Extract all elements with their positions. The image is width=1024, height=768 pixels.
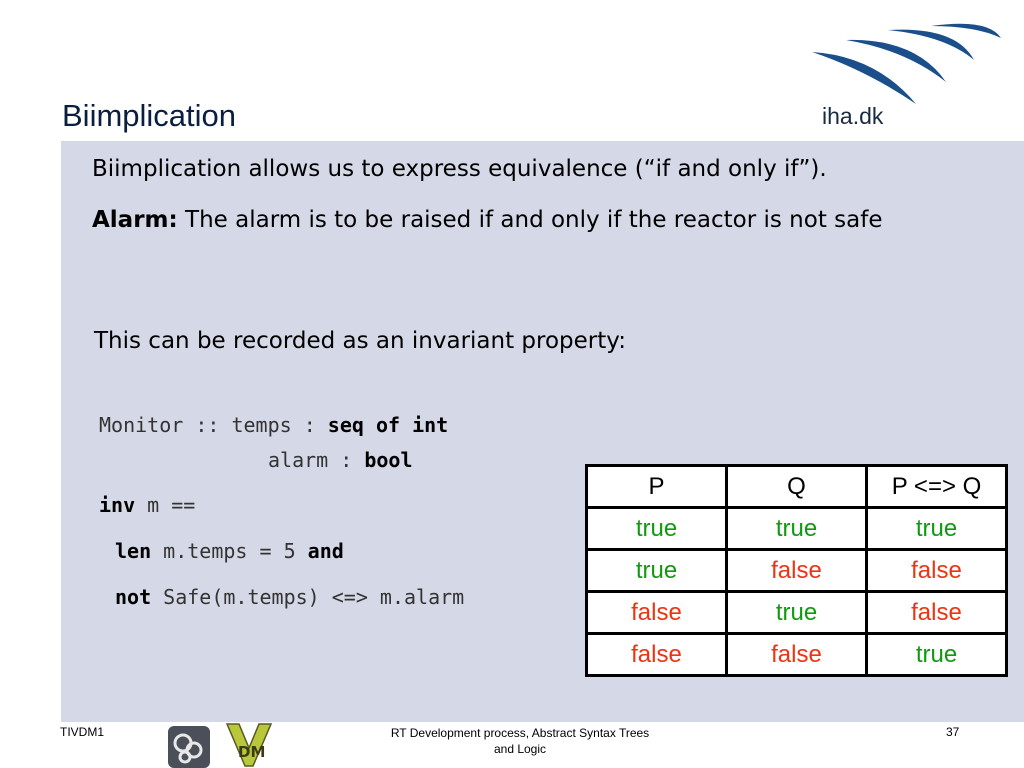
intro-text: Biimplication allows us to express equivalence (“if and only if”).	[92, 156, 827, 182]
code-line-4	[115, 539, 344, 563]
code-text: alarm :	[268, 448, 365, 472]
code-keyword: seq of int	[327, 413, 449, 437]
overture-logo-icon	[168, 726, 210, 768]
alarm-text: The alarm is to be raised if and only if the reactor is not safe	[177, 207, 883, 233]
code-text: m ==	[135, 493, 196, 517]
slide-title: Biimplication	[62, 98, 237, 133]
alarm-label: Alarm:	[92, 207, 178, 233]
code-keyword: not	[115, 585, 152, 609]
truth-table	[585, 464, 1008, 677]
header-cell: Q	[727, 466, 867, 508]
code-keyword: inv	[99, 493, 136, 517]
code-text: Monitor :: temps :	[99, 413, 328, 437]
table-row	[587, 508, 1007, 550]
svg-text:DM: DM	[238, 743, 266, 761]
footer-title-line: and Logic	[493, 742, 547, 756]
code-keyword: bool	[364, 448, 413, 472]
table-cell: true	[587, 550, 727, 592]
invariant-intro: This can be recorded as an invariant property:	[94, 328, 626, 354]
vdm-logo-icon	[225, 722, 273, 768]
table-cell: true	[587, 508, 727, 550]
code-line-1	[99, 413, 448, 437]
table-cell: true	[867, 508, 1007, 550]
footer-course: TIVDM1	[60, 725, 105, 739]
page-number: 37	[946, 725, 960, 739]
table-cell: false	[727, 550, 867, 592]
table-row	[587, 592, 1007, 634]
logo-text: iha.dk	[822, 103, 884, 129]
code-line-5	[115, 585, 464, 609]
code-text: m.temps = 5	[151, 539, 308, 563]
table-cell: true	[727, 592, 867, 634]
code-keyword: and	[307, 539, 344, 563]
footer-title-line: RT Development process, Abstract Syntax Trees	[390, 726, 650, 740]
header-cell: P	[587, 466, 727, 508]
table-row	[587, 634, 1007, 676]
code-line-2	[268, 448, 413, 472]
table-cell: true	[867, 634, 1007, 676]
header-cell: P <=> Q	[867, 466, 1007, 508]
table-cell: true	[727, 508, 867, 550]
table-cell: false	[727, 634, 867, 676]
table-cell: false	[587, 592, 727, 634]
code-keyword: len	[115, 539, 152, 563]
table-cell: false	[867, 592, 1007, 634]
code-text: Safe(m.temps) <=> m.alarm	[151, 585, 465, 609]
table-cell: false	[587, 634, 727, 676]
alarm-paragraph	[92, 203, 1012, 237]
table-cell: false	[867, 550, 1007, 592]
footer-title	[340, 725, 700, 757]
truth-table-header-row	[587, 466, 1007, 508]
code-line-3	[99, 493, 195, 517]
table-row	[587, 550, 1007, 592]
